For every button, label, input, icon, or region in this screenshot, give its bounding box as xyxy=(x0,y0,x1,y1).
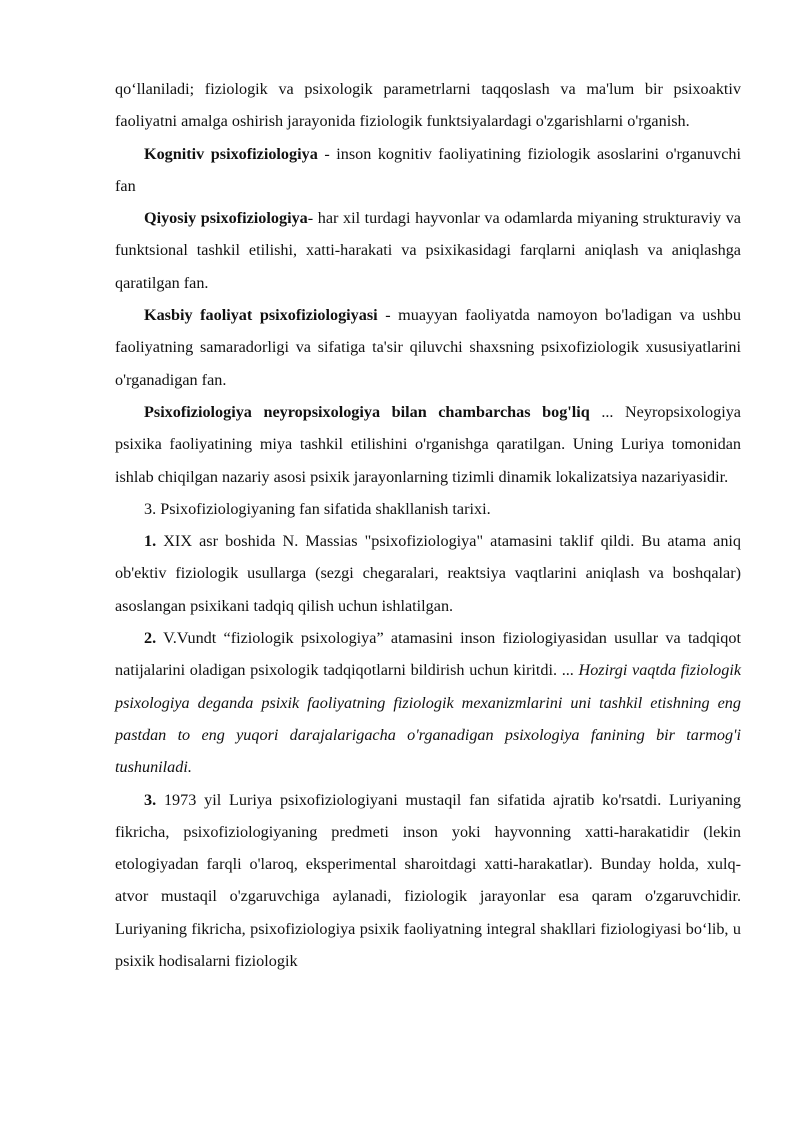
list-item-1 xyxy=(115,525,741,622)
term-cognitive-psychophysiology: Kognitiv psixofiziologiya xyxy=(144,144,318,163)
term-professional-psychophysiology: Kasbiy faoliyat psixofiziologiyasi xyxy=(144,306,378,325)
list-number: 2. xyxy=(144,629,157,648)
definition-text: - inson kognitiv faoliyatining fiziologik asoslarini o'rganuvchi fan xyxy=(115,144,741,195)
list-item-text: V.Vundt “fiziologik psixologiya” atamasini inson fiziologiyasidan usullar va tadqiqot natijalarini oladigan psixologik tadqiqotlarni bildirish uchun kiritdi. ... xyxy=(115,629,741,680)
paragraph-continuation: qo‘llaniladi; fiziologik va psixologik parametrlarni taqqoslash va ma'lum bir psixoaktiv faoliyatni amalga oshirish jarayonida fiziologik funktsiyalardagi o'zgarishlarni o'rganish. xyxy=(115,80,741,131)
list-item-text: XIX asr boshida N. Massias "psixofiziologiya" atamasini taklif qildi. Bu atama aniq ob'ektiv fiziologik usullarga (sezgi chegaralari, reaktsiya vaqtlarini aniqlash va boshqalar) asoslangan psixikani tadqiq qilish uchun ishlatilgan. xyxy=(115,532,741,615)
list-number: 1. xyxy=(144,532,157,551)
paragraph-professional-psychophysiology xyxy=(115,299,741,396)
paragraph-text: ... Neyropsixologiya psixika faoliyatining miya tashkil etilishini o'rganishga qaratilgan. Uning Luriya tomonidan ishlab chiqilgan nazariy asosi psixik jarayonlarning tizimli dinamik lokalizatsiya nazariyasidir. xyxy=(115,402,741,486)
paragraph-cognitive-psychophysiology xyxy=(115,138,741,203)
paragraph-neuropsychology xyxy=(115,396,741,493)
italic-definition: Hozirgi vaqtda fiziologik psixologiya deganda psixik faoliyatning fiziologik mexanizmlarini uni tashkil etishning eng pastdan to eng yuqori darajalarigacha o'rganadigan psixologiya fanining bir tarmog'i tushuniladi. xyxy=(115,661,742,777)
list-item-text: 1973 yil Luriya psixofiziologiyani mustaqil fan sifatida ajratib ko'rsatdi. Luriyaning fikricha, psixofiziologiyaning predmeti inson yoki hayvonning xatti-harakatidir (lekin etologiyadan farqli o'laroq, eksperimental sharoitdagi xatti-harakatlar). Bunday holda, xulq-atvor mustaqil o'zgaruvchiga aylanadi, fiziologik jarayonlar esa qaram o'zgaruvchidir. Luriyaning fikricha, psixofiziologiya psixik faoliyatning integral shakllari fiziologiyasi bo‘lib, u psixik hodisalarni fiziologik xyxy=(115,790,741,971)
list-item-3 xyxy=(115,784,741,978)
definition-text: - har xil turdagi hayvonlar va odamlarda miyaning strukturaviy va funktsional tashkil etilishi, xatti-harakati va psixikasidagi farqlarni aniqlash va aniqlashga qaratilgan fan. xyxy=(115,209,741,292)
section-heading: 3. Psixofiziologiyaning fan sifatida shakllanish tarixi. xyxy=(144,499,491,518)
term-neuropsychology-link: Psixofiziologiya neyropsixologiya bilan chambarchas bog'liq xyxy=(144,402,590,421)
document-body xyxy=(115,73,741,977)
definition-text: - muayyan faoliyatda namoyon bo'ladigan va ushbu faoliyatning samaradorligi va sifatiga ta'sir qiluvchi shaxsning psixofiziologik xususiyatlarini o'rganadigan fan. xyxy=(115,306,741,389)
term-comparative-psychophysiology: Qiyosiy psixofiziologiya xyxy=(144,209,308,228)
list-number: 3. xyxy=(144,790,157,809)
list-item-2 xyxy=(115,622,741,783)
paragraph-comparative-psychophysiology xyxy=(115,202,741,299)
